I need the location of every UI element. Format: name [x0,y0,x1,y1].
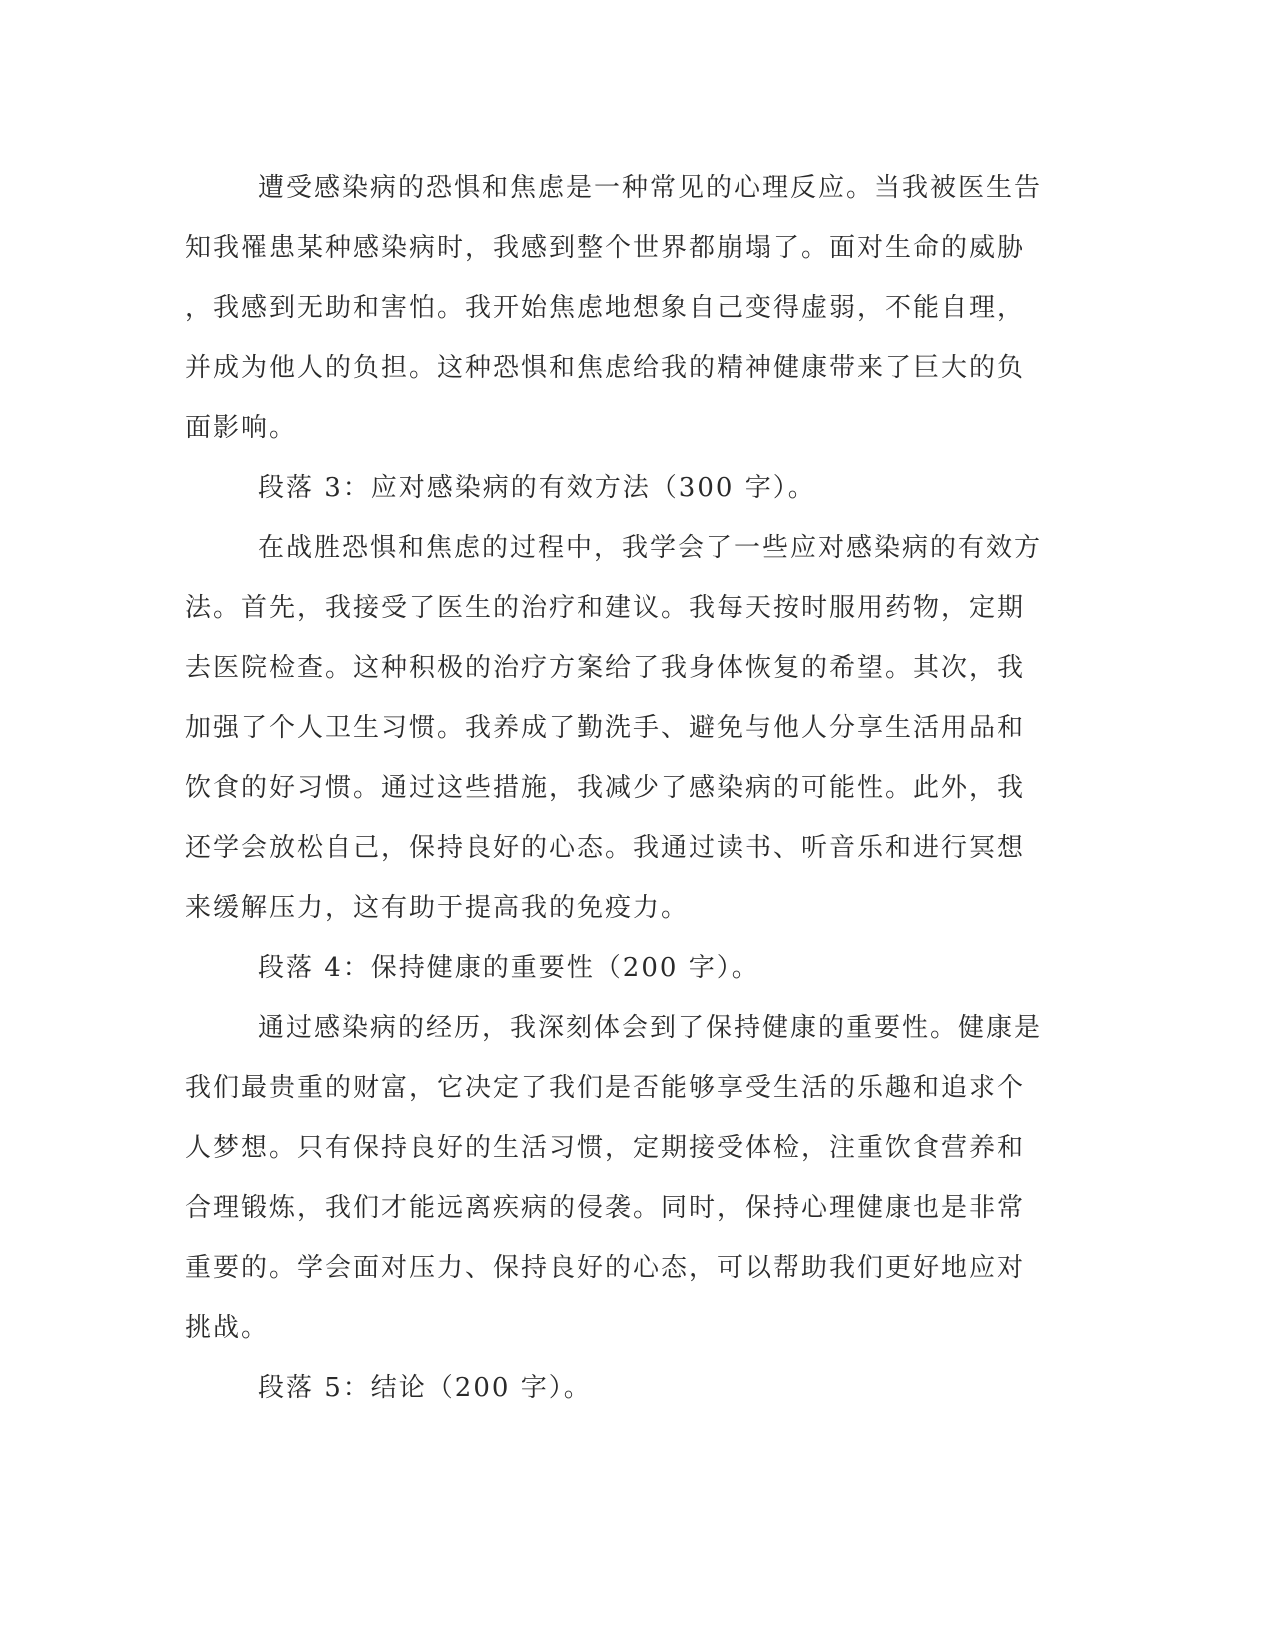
text-line: 挑战。 [185,1313,270,1343]
text-line: 还学会放松自己，保持良好的心态。我通过读书、听音乐和进行冥想 [185,833,1026,863]
text-line: 合理锻炼，我们才能远离疾病的侵袭。同时，保持心理健康也是非常 [185,1193,1026,1223]
heading-line: 段落 4：保持健康的重要性（200 字）。 [258,953,760,983]
section-heading [185,458,1045,518]
text-line: 人梦想。只有保持良好的生活习惯，定期接受体检，注重饮食营养和 [185,1133,1026,1163]
text-line: 通过感染病的经历，我深刻体会到了保持健康的重要性。健康是 [258,1013,1043,1043]
text-line: 法。首先，我接受了医生的治疗和建议。我每天按时服用药物，定期 [185,593,1026,623]
heading-line: 段落 5：结论（200 字）。 [258,1373,592,1403]
text-line: 重要的。学会面对压力、保持良好的心态，可以帮助我们更好地应对 [185,1253,1026,1283]
section-heading [185,938,1045,998]
text-line: 饮食的好习惯。通过这些措施，我减少了感染病的可能性。此外，我 [185,773,1026,803]
text-line: 面影响。 [185,413,298,443]
text-line: 我们最贵重的财富，它决定了我们是否能够享受生活的乐趣和追求个 [185,1073,1026,1103]
paragraph-body [185,518,1045,938]
heading-line: 段落 3：应对感染病的有效方法（300 字）。 [258,473,816,503]
text-line: 在战胜恐惧和焦虑的过程中，我学会了一些应对感染病的有效方 [258,533,1043,563]
text-line: 遭受感染病的恐惧和焦虑是一种常见的心理反应。当我被医生告 [258,173,1043,203]
text-line: ，我感到无助和害怕。我开始焦虑地想象自己变得虚弱，不能自理， [185,293,1026,323]
text-line: 加强了个人卫生习惯。我养成了勤洗手、避免与他人分享生活用品和 [185,713,1026,743]
text-line: 并成为他人的负担。这种恐惧和焦虑给我的精神健康带来了巨大的负 [185,353,1026,383]
document-body [185,158,1045,1418]
text-line: 去医院检查。这种积极的治疗方案给了我身体恢复的希望。其次，我 [185,653,1026,683]
section-heading [185,1358,1045,1418]
paragraph-body [185,158,1045,458]
paragraph-body [185,998,1045,1358]
text-line: 来缓解压力，这有助于提高我的免疫力。 [185,893,690,923]
text-line: 知我罹患某种感染病时，我感到整个世界都崩塌了。面对生命的威胁 [185,233,1026,263]
